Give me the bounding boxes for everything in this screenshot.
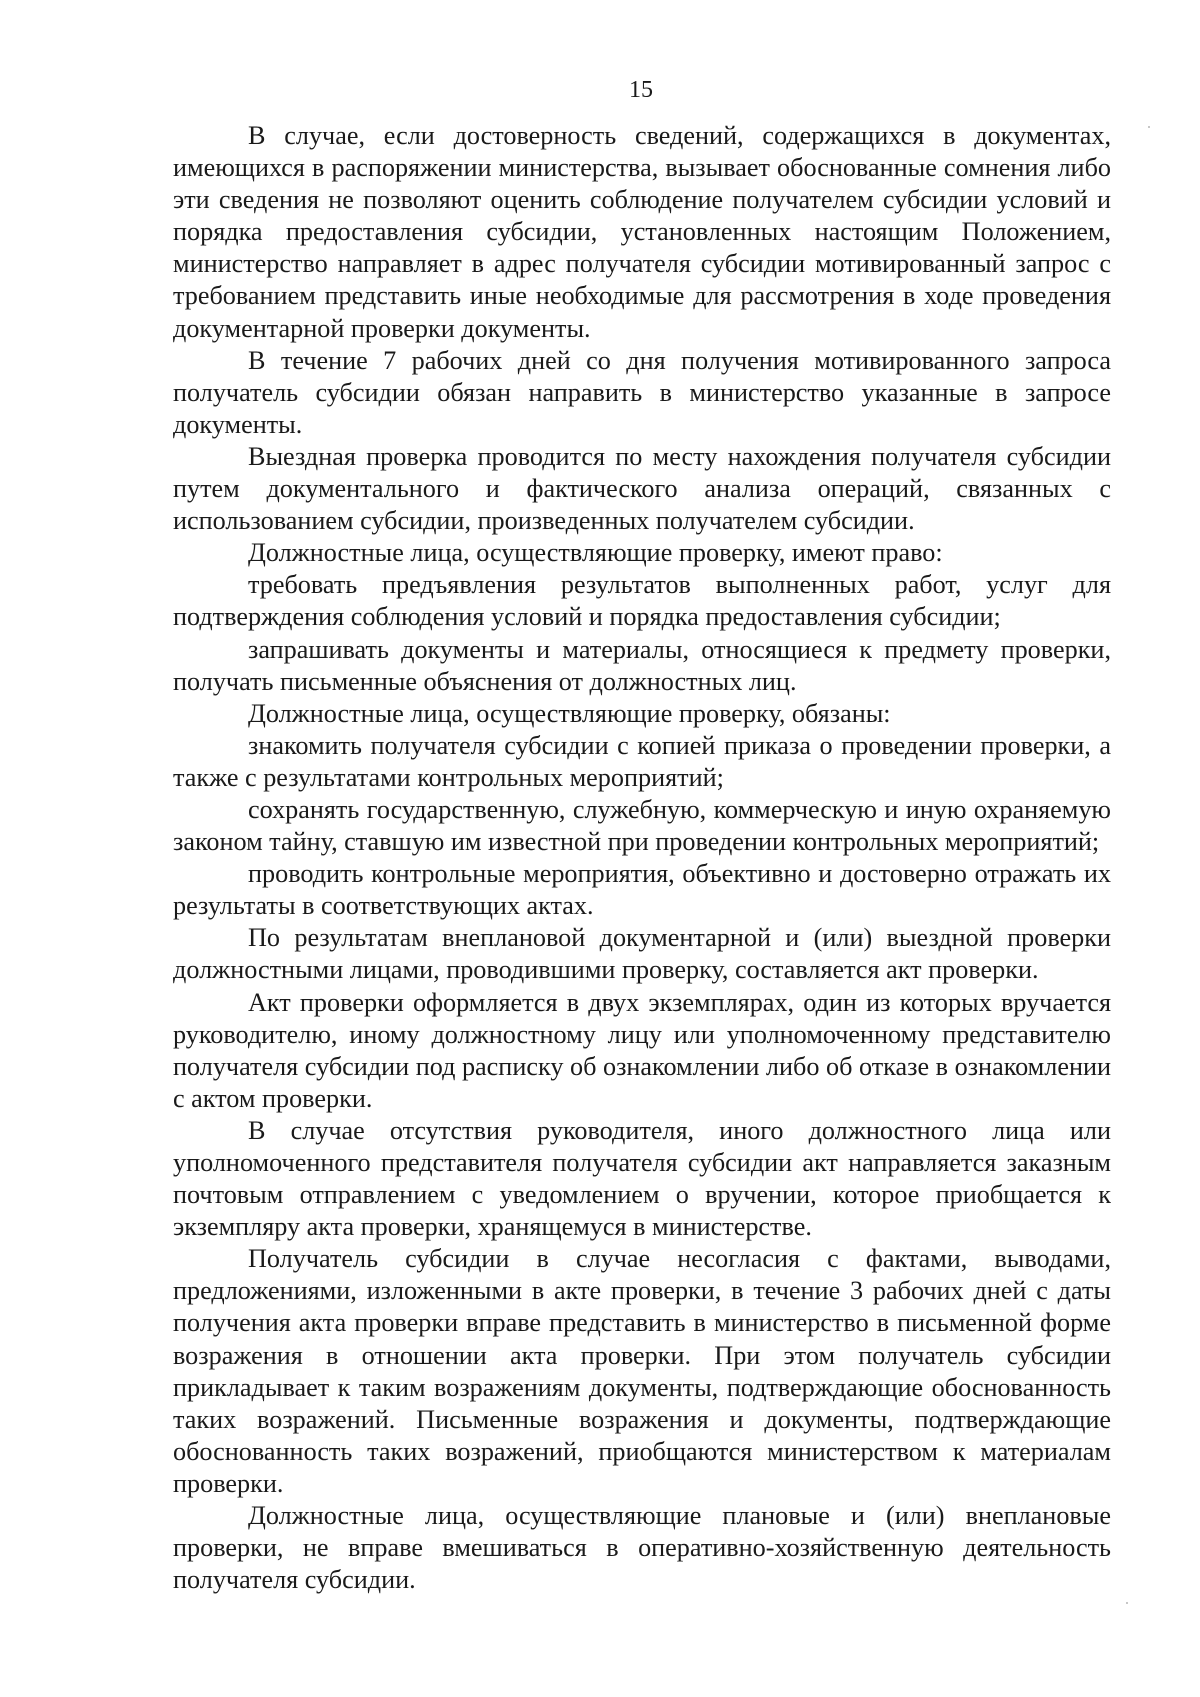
scan-speck <box>1148 126 1150 128</box>
scan-speck <box>1126 1602 1128 1604</box>
paragraph-act-mailing: В случае отсутствия руководителя, иного должностного лица или уполномоченного представителя получателя субсидии акт направляется заказным почтовым отправлением с уведомлением о вручении, которое приобщается к экземпляру акта проверки, хранящемуся в министерстве. <box>173 1115 1111 1242</box>
paragraph-non-interference: Должностные лица, осуществляющие плановые и (или) внеплановые проверки, не вправе вмешиваться в оперативно-хозяйственную деятельность получателя субсидии. <box>173 1501 1111 1595</box>
paragraph-right-demand-results: требовать предъявления результатов выполненных работ, услуг для подтверждения соблюдения условий и порядка предоставления субсидии; <box>173 570 1111 632</box>
paragraph-officials-rights-intro: Должностные лица, осуществляющие проверку, имеют право: <box>248 538 943 568</box>
paragraph-onsite-inspection: Выездная проверка проводится по месту нахождения получателя субсидии путем документального и фактического анализа операций, связанных с использованием субсидии, произведенных получателем субсидии. <box>173 441 1111 536</box>
paragraph-duty-familiarize: знакомить получателя субсидии с копией приказа о проведении проверки, а также с результатами контрольных мероприятий; <box>173 730 1111 792</box>
paragraph-objections: Получатель субсидии в случае несогласия с фактами, выводами, предложениями, изложенными в акте проверки, в течение 3 рабочих дней с даты получения акта проверки вправе представить в министерство в письменной форме возражения в отношении акта проверки. При этом получатель субсидии прикладывает к таким возражениям документы, подтверждающие обоснованность таких возражений. Письменные возражения и документы, подтверждающие обоснованность таких возражений, приобщаются министерством к материалам проверки. <box>173 1244 1111 1498</box>
paragraph-response-deadline: В течение 7 рабочих дней со дня получения мотивированного запроса получатель субсидии обязан направить в министерство указанные в запросе документы. <box>173 345 1111 439</box>
page-number: 15 <box>629 77 653 103</box>
paragraph-officials-duties-intro: Должностные лица, осуществляющие проверку, обязаны: <box>248 698 891 728</box>
paragraph-inspection-act: По результатам внеплановой документарной и (или) выездной проверки должностными лицами, проводившими проверку, составляется акт проверки. <box>173 923 1111 985</box>
paragraph-doubtful-info-request: В случае, если достоверность сведений, содержащихся в документах, имеющихся в распоряжении министерства, вызывает обоснованные сомнения либо эти сведения не позволяют оценить соблюдение получателем субсидии условий и порядка предоставления субсидии, установленных настоящим Положением, министерство направляет в адрес получателя субсидии мотивированный запрос с требованием представить иные необходимые для рассмотрения в ходе проведения документарной проверки документы. <box>173 121 1111 343</box>
paragraph-duty-keep-secret: сохранять государственную, служебную, коммерческую и иную охраняемую законом тайну, ставшую им известной при проведении контрольных мероприятий; <box>173 794 1111 857</box>
document-body <box>173 120 1111 1596</box>
paragraph-act-copies: Акт проверки оформляется в двух экземплярах, один из которых вручается руководителю, иному должностному лицу или уполномоченному представителю получателя субсидии под расписку об ознакомлении либо об отказе в ознакомлении с актом проверки. <box>173 987 1111 1113</box>
paragraph-duty-conduct-objectively: проводить контрольные мероприятия, объективно и достоверно отражать их результаты в соответствующих актах. <box>173 859 1111 921</box>
paragraph-right-request-documents: запрашивать документы и материалы, относящиеся к предмету проверки, получать письменные объяснения от должностных лиц. <box>173 634 1111 696</box>
